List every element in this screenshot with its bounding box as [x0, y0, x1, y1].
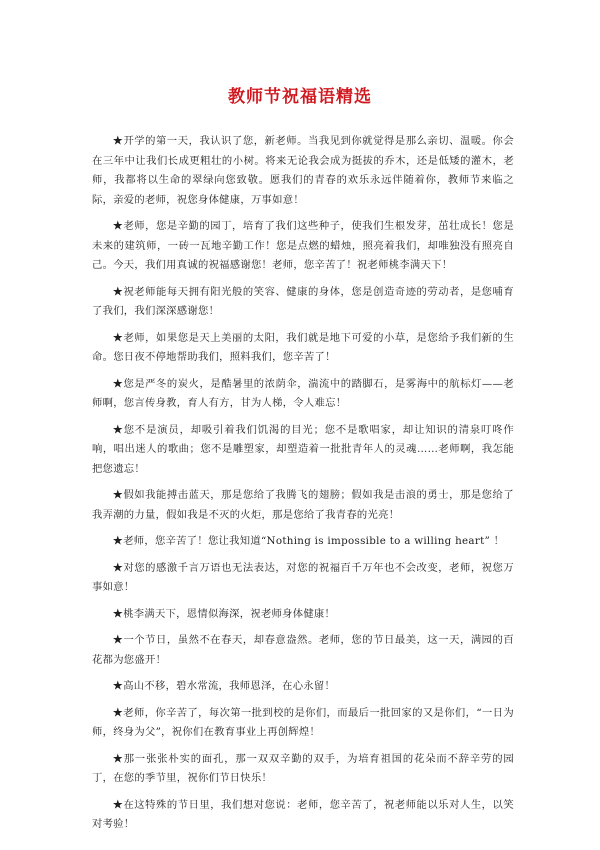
paragraph: ★老师，您辛苦了！您让我知道“Nothing is impossible to a willing heart” ！: [112, 535, 505, 547]
page-title: 教师节祝福语精选: [228, 87, 372, 107]
paragraph: ★您是严冬的炭火，是酷暑里的浓荫伞，湍流中的踏脚石，是雾海中的航标灯——老师啊，您言传身教，育人有方，甘为人梯，令人难忘！: [92, 377, 514, 409]
document-body: [92, 132, 514, 842]
paragraph: ★老师，你辛苦了，每次第一批到校的是你们，而最后一批回家的又是你们，“一日为师，终身为父”，祝你们在教育事业上再创辉煌！: [92, 706, 514, 738]
paragraph: ★在这特殊的节日里，我们想对您说：老师，您辛苦了，祝老师能以乐对人生，以笑对考验！: [92, 798, 514, 830]
paragraph: ★您不是演员，却吸引着我们饥渴的目光；您不是歌唱家，却让知识的清泉叮咚作响，唱出迷人的歌曲；您不是雕塑家，却塑造着一批批青年人的灵魂……老师啊，我怎能把您遗忘！: [92, 423, 514, 475]
paragraph: ★高山不移，碧水常流，我师恩泽，在心永留！: [112, 680, 336, 692]
paragraph: ★开学的第一天，我认识了您，新老师。当我见到你就觉得是那么亲切、温暖。你会在三年中让我们长成更粗壮的小树。将来无论我会成为挺拔的乔木，还是低矮的灌木，老师，我都将以生命的翠绿向您致敬。愿我们的青春的欢乐永远伴随着你，教师节来临之际，亲爱的老师，祝您身体健康，万事如意！: [92, 135, 514, 206]
paragraph: ★老师，如果您是天上美丽的太阳，我们就是地下可爱的小草，是您给予我们新的生命。您日夜不停地帮助我们，照料我们，您辛苦了！: [92, 331, 514, 363]
paragraph: ★那一张张朴实的面孔，那一双双辛勤的双手，为培育祖国的花朵而不辞辛劳的园丁，在您的季节里，祝你们节日快乐！: [92, 752, 514, 784]
paragraph: ★老师，您是辛勤的园丁，培育了我们这些种子，使我们生根发芽，茁壮成长！您是未来的建筑师，一砖一瓦地辛勤工作！您是点燃的蜡烛，照亮着我们，却唯独没有照亮自己。今天，我们用真诚的祝福感谢您！老师，您辛苦了！祝老师桃李满天下！: [92, 220, 514, 271]
paragraph: ★一个节日，虽然不在春天，却春意盎然。老师，您的节日最美，这一天，满园的百花都为您盛开！: [92, 634, 514, 666]
paragraph: ★对您的感激千言万语也无法表达，对您的祝福百千万年也不会改变，老师，祝您万事如意！: [92, 561, 514, 593]
paragraph: ★桃李满天下，恩情似海深，祝老师身体健康！: [112, 607, 336, 620]
paragraph: ★祝老师能每天拥有阳光般的笑容、健康的身体，您是创造奇迹的劳动者，是您哺育了我们，我们深深感谢您！: [92, 285, 514, 317]
paragraph: ★假如我能搏击蓝天，那是您给了我腾飞的翅膀；假如我是击浪的勇士，那是您给了我弄潮的力量，假如我是不灭的火炬，那是您给了我青春的光亮！: [92, 489, 514, 521]
